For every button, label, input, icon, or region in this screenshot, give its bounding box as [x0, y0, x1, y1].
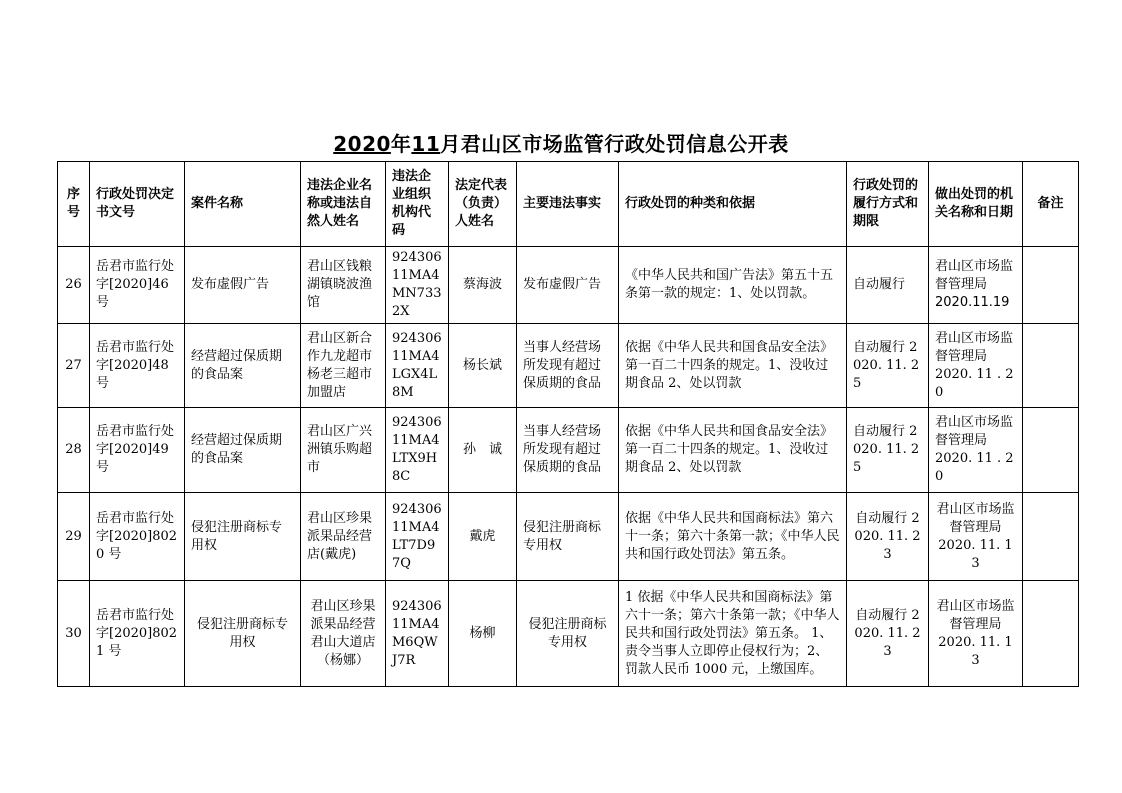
header-note: 备注: [1023, 162, 1079, 247]
cell-org-date: 2020. 11. 13: [938, 537, 1013, 571]
cell-basis: 依据《中华人民共和国食品安全法》第一百二十四条的规定。1、没收过期食品 2、处以罚款: [619, 324, 847, 408]
cell-doc: 岳君市监行处字[2020]48 号: [90, 324, 185, 408]
cell-org: [929, 581, 1023, 687]
cell-fact: 侵犯注册商标专用权: [517, 493, 619, 581]
title-month: 11: [411, 132, 441, 156]
cell-case: 发布虚假广告: [185, 247, 301, 324]
header-no: 序号: [58, 162, 90, 247]
cell-note: [1023, 493, 1079, 581]
cell-code: 92430611MA4LTX9H8C: [386, 408, 449, 493]
cell-case: 经营超过保质期的食品案: [185, 324, 301, 408]
cell-code: 92430611MA4LT7D97Q: [386, 493, 449, 581]
cell-rep: 杨柳: [449, 581, 517, 687]
cell-doc: 岳君市监行处字[2020]49 号: [90, 408, 185, 493]
cell-case: 侵犯注册商标专用权: [185, 581, 301, 687]
table-row: [58, 493, 1079, 581]
cell-fact: 发布虚假广告: [517, 247, 619, 324]
cell-basis: 《中华人民共和国广告法》第五十五条第一款的规定：1、处以罚款。: [619, 247, 847, 324]
cell-rep: 戴虎: [449, 493, 517, 581]
cell-org-name: 君山区市场监督管理局: [936, 598, 1015, 632]
cell-code: 92430611MA4M6QWJ7R: [386, 581, 449, 687]
cell-method: 自动履行: [847, 247, 929, 324]
cell-method: 自动履行 2020. 11. 25: [847, 408, 929, 493]
cell-org-name: 君山区市场监督管理局: [935, 415, 1014, 448]
cell-org-name: 君山区市场监督管理局: [935, 330, 1014, 364]
cell-note: [1023, 247, 1079, 324]
table-row: [58, 324, 1079, 408]
header-case: 案件名称: [185, 162, 301, 247]
cell-org: [929, 408, 1023, 493]
cell-org-date: 2020. 11 . 20: [935, 451, 1014, 484]
cell-party: 君山区钱粮湖镇晓波渔馆: [301, 247, 386, 324]
cell-case: 经营超过保质期的食品案: [185, 408, 301, 493]
cell-org: [929, 324, 1023, 408]
cell-basis: 依据《中华人民共和国商标法》第六十一条；第六十条第一款；《中华人民共和国行政处罚法》第五条。: [619, 493, 847, 581]
penalty-table: [57, 161, 1079, 687]
cell-doc: 岳君市监行处字[2020]8021 号: [90, 581, 185, 687]
cell-no: 30: [58, 581, 90, 687]
cell-party: 君山区珍果派果品经营君山大道店（杨娜）: [301, 581, 386, 687]
cell-rep: 蔡海波: [449, 247, 517, 324]
header-org: 做出处罚的机关名称和日期: [929, 162, 1023, 247]
header-row: [58, 162, 1079, 247]
cell-note: [1023, 581, 1079, 687]
cell-no: 27: [58, 324, 90, 408]
header-party: 违法企业名称或违法自然人姓名: [301, 162, 386, 247]
cell-org-name: 君山区市场监督管理局: [936, 501, 1015, 535]
cell-code: 92430611MA4LGX4L8M: [386, 324, 449, 408]
header-doc: 行政处罚决定书文号: [90, 162, 185, 247]
cell-org-date: 2020.11.19: [935, 295, 1010, 310]
table-row: [58, 581, 1079, 687]
cell-case: 侵犯注册商标专用权: [185, 493, 301, 581]
cell-rep: 杨长斌: [449, 324, 517, 408]
cell-party: 君山区珍果派果品经营店(戴虎): [301, 493, 386, 581]
cell-fact: 当事人经营场所发现有超过保质期的食品: [517, 324, 619, 408]
cell-org: [929, 493, 1023, 581]
cell-no: 29: [58, 493, 90, 581]
cell-org-date: 2020. 11. 13: [938, 634, 1013, 668]
table-row: [58, 247, 1079, 324]
cell-party: 君山区广兴洲镇乐购超市: [301, 408, 386, 493]
cell-fact: 当事人经营场所发现有超过保质期的食品: [517, 408, 619, 493]
cell-fact: 侵犯注册商标专用权: [517, 581, 619, 687]
cell-no: 28: [58, 408, 90, 493]
title-rest: 月君山区市场监管行政处罚信息公开表: [440, 132, 789, 156]
page-title: [0, 128, 1122, 157]
cell-party: 君山区新合作九龙超市杨老三超市加盟店: [301, 324, 386, 408]
cell-code: 92430611MA4MN7332X: [386, 247, 449, 324]
cell-method: 自动履行 2020. 11. 23: [847, 493, 929, 581]
title-year: 2020: [333, 132, 391, 156]
cell-note: [1023, 408, 1079, 493]
cell-org-date: 2020. 11 . 20: [935, 366, 1014, 400]
cell-doc: 岳君市监行处字[2020]8020 号: [90, 493, 185, 581]
header-rep: 法定代表（负责）人姓名: [449, 162, 517, 247]
header-fact: 主要违法事实: [517, 162, 619, 247]
cell-basis: 1 依据《中华人民共和国商标法》第六十一条；第六十条第一款；《中华人民共和国行政处罚法》第五条。 1、责令当事人立即停止侵权行为；2、罚款人民币 1000 元，上缴国库。: [619, 581, 847, 687]
table-row: [58, 408, 1079, 493]
cell-basis: 依据《中华人民共和国食品安全法》第一百二十四条的规定。1、没收过期食品 2、处以罚款: [619, 408, 847, 493]
cell-doc: 岳君市监行处字[2020]46 号: [90, 247, 185, 324]
cell-org-name: 君山区市场监督管理局: [935, 259, 1014, 292]
cell-method: 自动履行 2020. 11. 25: [847, 324, 929, 408]
cell-org: [929, 247, 1023, 324]
title-year-label: 年: [390, 132, 412, 156]
cell-method: 自动履行 2020. 11. 23: [847, 581, 929, 687]
header-code: 违法企业组织机构代码: [386, 162, 449, 247]
cell-no: 26: [58, 247, 90, 324]
cell-rep: 孙 诚: [449, 408, 517, 493]
cell-note: [1023, 324, 1079, 408]
header-basis: 行政处罚的种类和依据: [619, 162, 847, 247]
header-method: 行政处罚的履行方式和期限: [847, 162, 929, 247]
